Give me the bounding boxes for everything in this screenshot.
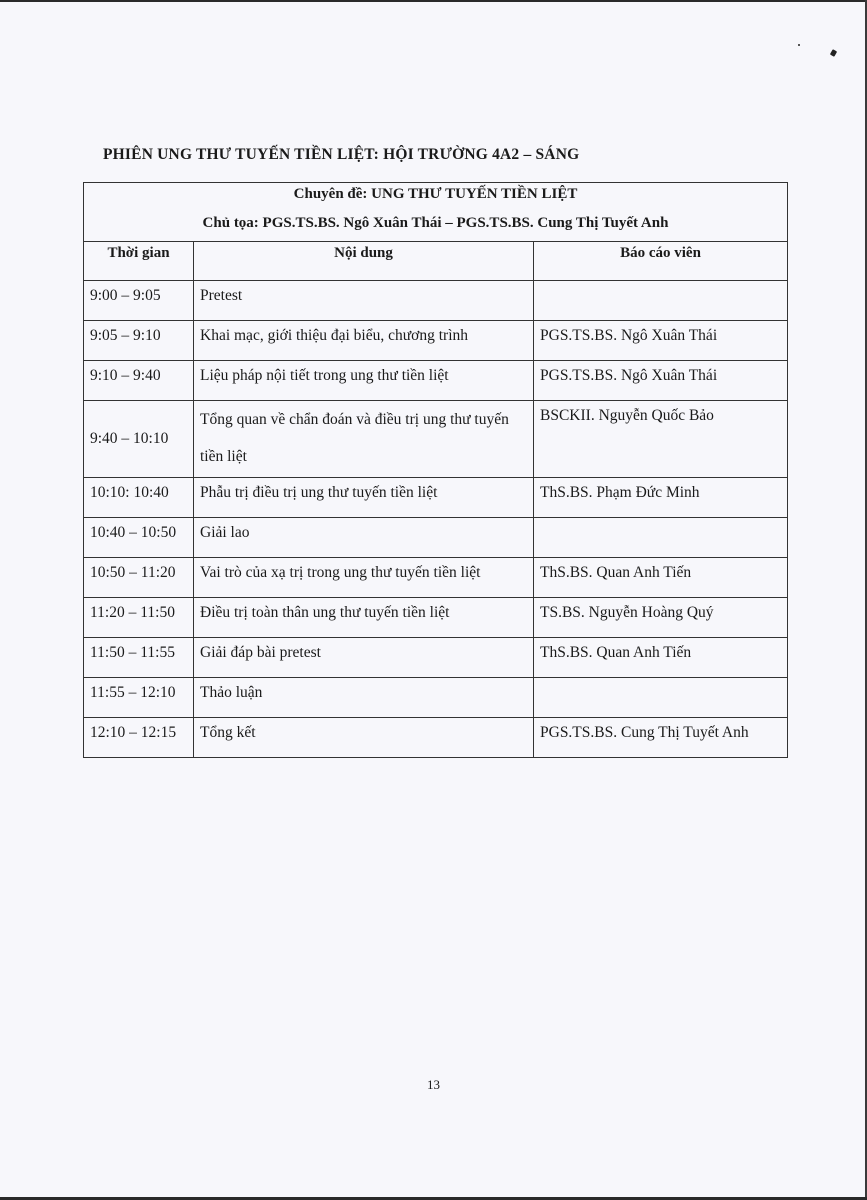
table-row — [84, 678, 787, 718]
row-time: 11:55 – 12:10 — [84, 678, 194, 717]
row-time: 12:10 – 12:15 — [84, 718, 194, 757]
row-content: Tổng quan về chẩn đoán và điều trị ung thư tuyến tiền liệt — [194, 401, 534, 477]
row-content: Điều trị toàn thân ung thư tuyến tiền liệt — [194, 598, 534, 637]
table-row — [84, 478, 787, 518]
table-heading — [84, 183, 787, 242]
table-row — [84, 598, 787, 638]
row-speaker: TS.BS. Nguyễn Hoàng Quý — [540, 604, 714, 621]
table-row — [84, 361, 787, 401]
table-row — [84, 638, 787, 678]
column-header-row — [84, 242, 787, 281]
row-speaker — [534, 281, 787, 320]
row-content: Khai mạc, giới thiệu đại biểu, chương trình — [194, 321, 534, 360]
row-content: Phẫu trị điều trị ung thư tuyến tiền liệt — [194, 478, 534, 517]
row-speaker: PGS.TS.BS. Cung Thị Tuyết Anh — [540, 724, 749, 741]
schedule-table — [83, 182, 788, 758]
row-speaker: ThS.BS. Quan Anh Tiến — [540, 564, 692, 581]
row-content: Giải đáp bài pretest — [194, 638, 534, 677]
table-row — [84, 321, 787, 361]
row-content: Vai trò của xạ trị trong ung thư tuyến tiền liệt — [194, 558, 534, 597]
header-content: Nội dung — [194, 242, 534, 280]
row-content: Pretest — [194, 281, 534, 320]
header-time: Thời gian — [84, 242, 194, 280]
chairs-line: Chủ tọa: PGS.TS.BS. Ngô Xuân Thái – PGS.TS.BS. Cung Thị Tuyết Anh — [202, 215, 669, 231]
row-time: 10:50 – 11:20 — [84, 558, 194, 597]
row-content: Liệu pháp nội tiết trong ung thư tiền liệt — [194, 361, 534, 400]
row-content: Thảo luận — [194, 678, 534, 717]
page-number: 13 — [427, 1077, 440, 1092]
row-time: 9:00 – 9:05 — [84, 281, 194, 320]
row-time: 11:20 – 11:50 — [84, 598, 194, 637]
table-row — [84, 718, 787, 757]
row-speaker: ThS.BS. Phạm Đức Minh — [540, 484, 700, 501]
row-time: 10:40 – 10:50 — [84, 518, 194, 557]
row-time: 9:10 – 9:40 — [84, 361, 194, 400]
row-speaker: PGS.TS.BS. Ngô Xuân Thái — [540, 327, 718, 344]
row-time: 9:40 – 10:10 — [84, 401, 194, 477]
row-content: Giải lao — [194, 518, 534, 557]
table-row — [84, 401, 787, 478]
row-speaker — [534, 518, 787, 557]
row-time: 10:10: 10:40 — [84, 478, 194, 517]
topic-line: Chuyên đề: UNG THƯ TUYẾN TIỀN LIỆT — [293, 186, 578, 202]
table-row — [84, 518, 787, 558]
row-speaker: PGS.TS.BS. Ngô Xuân Thái — [540, 367, 718, 384]
row-content: Tổng kết — [194, 718, 534, 757]
row-speaker: BSCKII. Nguyễn Quốc Bảo — [540, 407, 714, 424]
scan-speck — [798, 44, 800, 46]
session-title: PHIÊN UNG THƯ TUYẾN TIỀN LIỆT: HỘI TRƯỜNG 4A2 – SÁNG — [103, 146, 580, 163]
table-row — [84, 558, 787, 598]
header-speaker: Báo cáo viên — [620, 245, 701, 261]
row-speaker — [534, 678, 787, 717]
scan-speck — [830, 49, 837, 57]
table-row — [84, 281, 787, 321]
row-time: 9:05 – 9:10 — [84, 321, 194, 360]
row-speaker: ThS.BS. Quan Anh Tiến — [540, 644, 692, 661]
scan-edge-top — [0, 0, 867, 2]
row-time: 11:50 – 11:55 — [84, 638, 194, 677]
